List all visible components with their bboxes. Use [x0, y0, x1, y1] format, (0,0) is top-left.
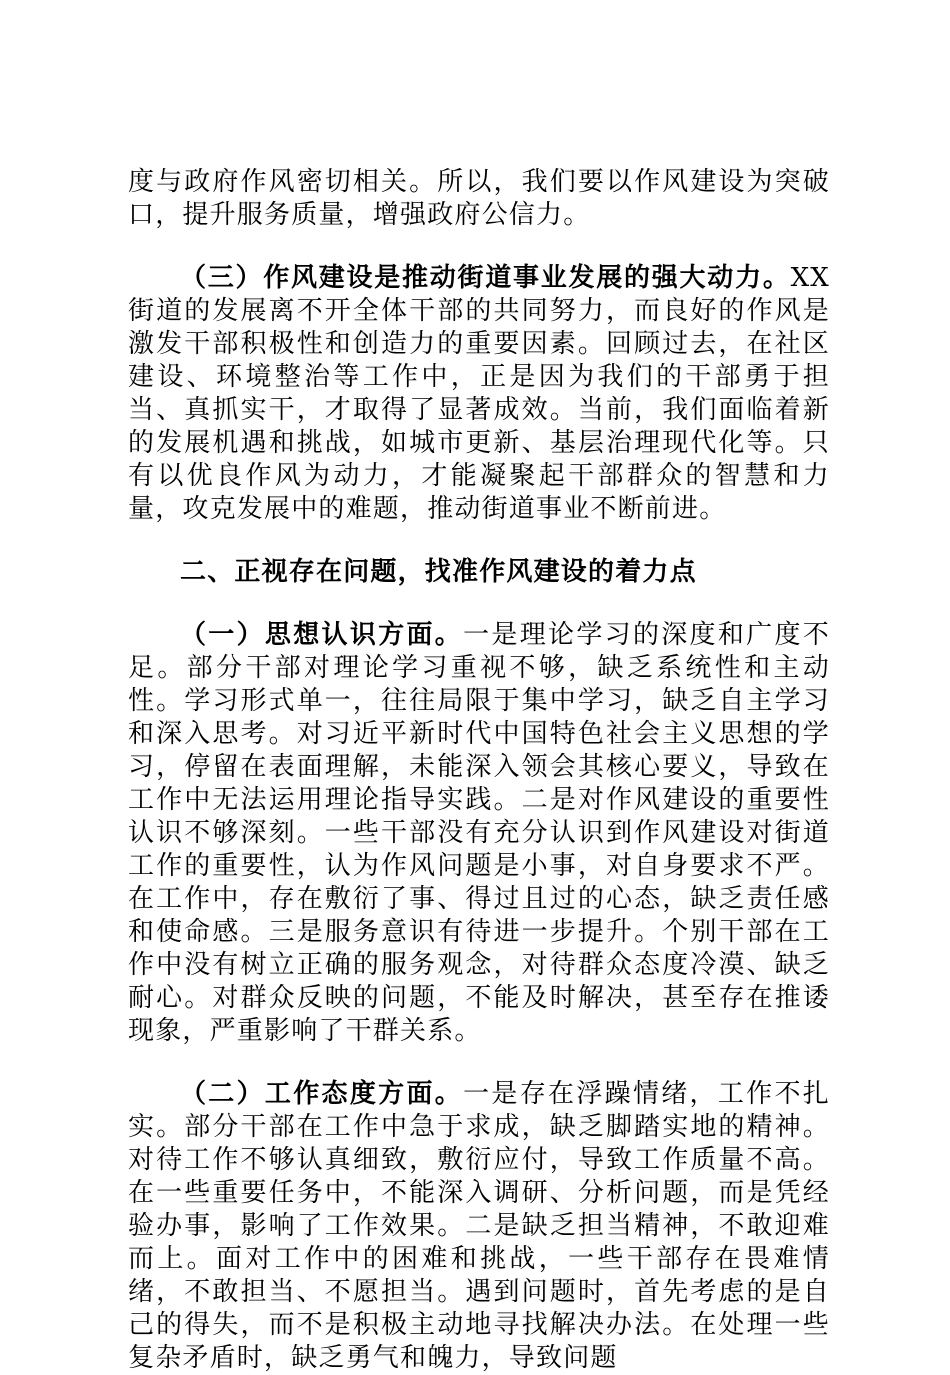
paragraph-thinking: [128, 619, 830, 1048]
paragraph-text: 一是理论学习的深度和广度不足。部分干部对理论学习重视不够，缺乏系统性和主动性。学习形式单一，往往局限于集中学习，缺乏自主学习和深入思考。对习近平新时代中国特色社会主义思想的学习，停留在表面理解，未能深入领会其核心要义，导致在工作中无法运用理论指导实践。二是对作风建设的重要性认识不够深刻。一些干部没有充分认识到作风建设对街道工作的重要性，认为作风问题是小事，对自身要求不严。在工作中，存在敷衍了事、得过且过的心态，缺乏责任感和使命感。三是服务意识有待进一步提升。个别干部在工作中没有树立正确的服务观念，对待群众态度冷漠、缺乏耐心。对群众反映的问题，不能及时解决，甚至存在推诿现象，严重影响了干群关系。: [128, 620, 830, 1046]
paragraph-text: 度与政府作风密切相关。所以，我们要以作风建设为突破口，提升服务质量，增强政府公信力。: [128, 167, 830, 230]
paragraph-attitude: [128, 1078, 830, 1375]
paragraph-lead: （二）工作态度方面。: [180, 1079, 464, 1109]
paragraph-continuation: [128, 166, 830, 232]
paragraph-text: 一是存在浮躁情绪，工作不扎实。部分干部在工作中急于求成，缺乏脚踏实地的精神。对待工作不够认真细致，敷衍应付，导致工作质量不高。在一些重要任务中，不能深入调研、分析问题，而是凭经验办事，影响了工作效果。二是缺乏担当精神，不敢迎难而上。面对工作中的困难和挑战，一些干部存在畏难情绪，不敢担当、不愿担当。遇到问题时，首先考虑的是自己的得失，而不是积极主动地寻找解决办法。在处理一些复杂矛盾时，缺乏勇气和魄力，导致问题: [128, 1079, 830, 1373]
section-heading-2: 二、正视存在问题，找准作风建设的着力点: [180, 557, 697, 587]
document-body: [128, 166, 830, 1375]
paragraph-lead: （一）思想认识方面。: [180, 620, 464, 650]
paragraph-text: XX街道的发展离不开全体干部的共同努力，而良好的作风是激发干部积极性和创造力的重要因素。回顾过去，在社区建设、环境整治等工作中，正是因为我们的干部勇于担当、真抓实干，才取得了显著成效。当前，我们面临着新的发展机遇和挑战，如城市更新、基层治理现代化等。只有以优良作风为动力，才能凝聚起干部群众的智慧和力量，攻克发展中的难题，推动街道事业不断前进。: [128, 263, 830, 524]
paragraph-section-3: [128, 262, 830, 526]
paragraph-lead: （三）作风建设是推动街道事业发展的强大动力。: [180, 263, 791, 293]
